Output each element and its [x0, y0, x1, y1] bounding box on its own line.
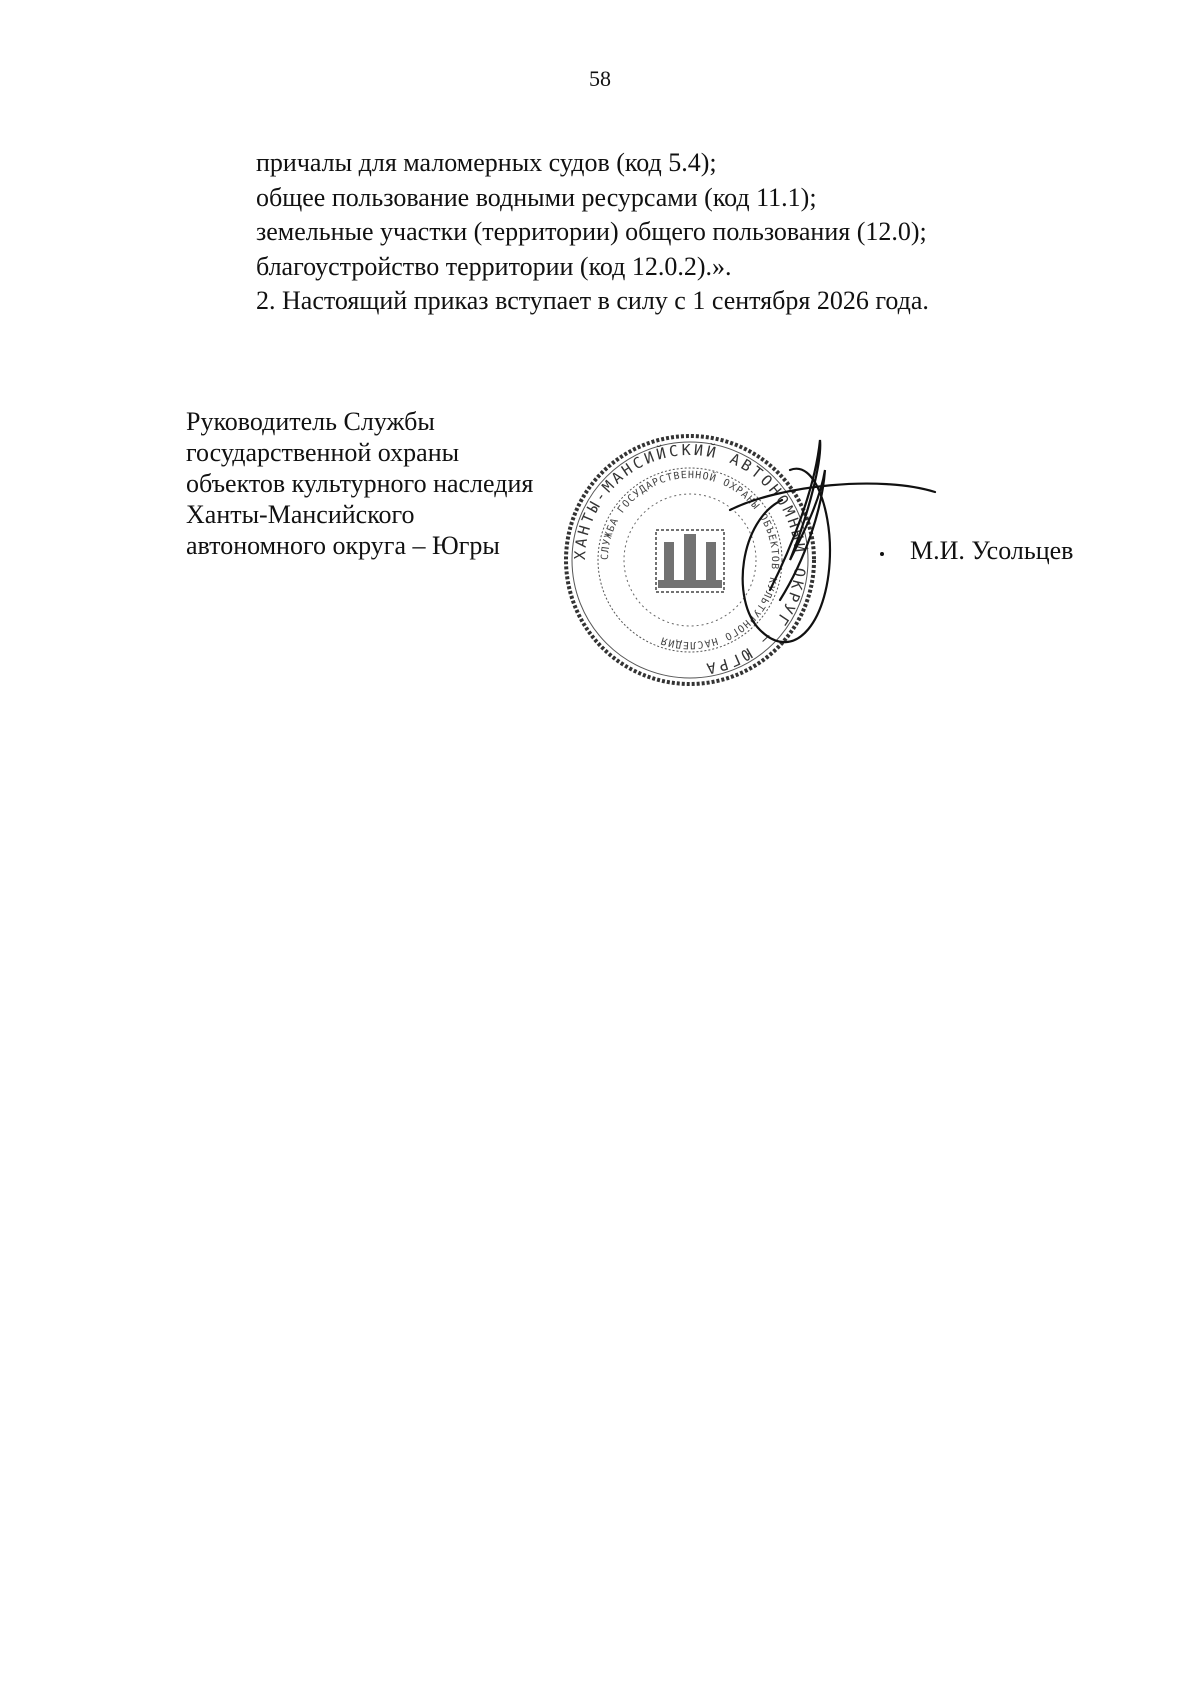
bullet-mark [880, 552, 884, 556]
body-line: 2. Настоящий приказ вступает в силу с 1 сентября 2026 года. [256, 286, 929, 315]
page-number: 58 [589, 66, 611, 91]
seal-outer-text: ХАНТЫ-МАНСИЙСКИЙ АВТОНОМНЫЙ ОКРУГ – ЮГРА [570, 440, 810, 679]
body-line: причалы для маломерных судов (код 5.4); [256, 148, 717, 177]
body-line: общее пользование водными ресурсами (код 11.1); [256, 182, 817, 212]
signer-name: М.И. Усольцев [910, 536, 1074, 565]
signer-title-line: Ханты-Мансийского [186, 500, 415, 529]
signer-title-line: объектов культурного наследия [186, 469, 534, 498]
signer-title-line: автономного округа – Югры [186, 531, 500, 560]
body-line: благоустройство территории (код 12.0.2).». [256, 251, 732, 281]
body-line: земельные участки (территории) общего пользования (12.0); [256, 217, 927, 246]
signer-title-line: государственной охраны [186, 438, 460, 467]
signer-title-line: Руководитель Службы [186, 407, 435, 436]
handwritten-signature-icon [720, 430, 940, 660]
body-text [256, 146, 929, 319]
signer-title [186, 406, 533, 561]
seal-inner-text: СЛУЖБА ГОСУДАРСТВЕННОЙ ОХРАНЫ ОБЪЕКТОВ КУЛЬТУРНОГО НАСЛЕДИЯ [599, 469, 781, 651]
